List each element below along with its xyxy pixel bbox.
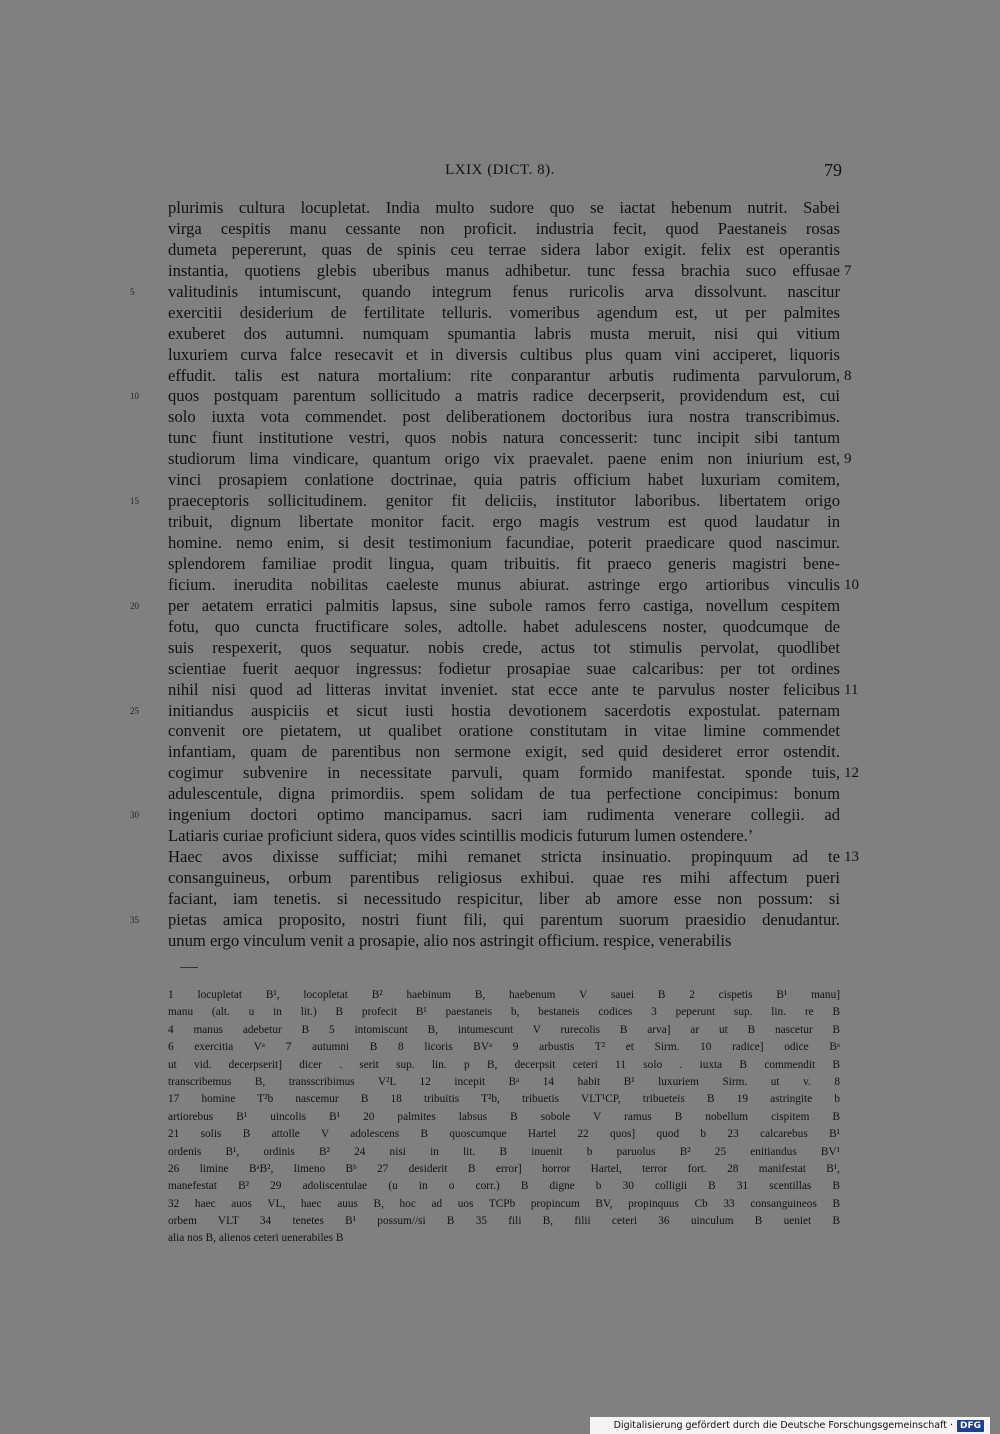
text-line [168,659,840,680]
text-line [168,219,840,240]
text-line [168,470,840,491]
dfg-logo-icon: DFG [957,1420,984,1432]
text-line-content: instantia, quotiens glebis uberibus manus adhibetur. tunc fessa brachia suco effusae [168,260,840,280]
text-line-content: consanguineus, orbum parentibus religiosus exhibui. quae res mihi affectum pueri [168,868,840,887]
text-line [168,847,859,868]
text-line [130,909,840,931]
apparatus-line: alia nos B, alienos ceteri uenerabiles B [168,1232,344,1245]
text-line [168,679,859,701]
apparatus-line: 21 solis B attolle V adolescens B quoscumque Hartel 22 quos] quod b 23 calcarebus B¹ [168,1128,840,1141]
text-line [168,721,840,742]
text-line [130,491,840,512]
section-number: 8 [844,367,852,384]
line-number: 10 [130,391,139,402]
text-line-content: tribuit, dignum libertate monitor facit. ergo magis vestrum est quod laudatur in [168,512,840,532]
text-line-content: quos postquam parentum sollicitudo a matris radice decerpserit, providendum est, cui [168,386,840,406]
text-line-content: adulescentule, digna primordiis. spem solidam de tua perfectione concipimus: bonum [168,784,840,804]
text-line [168,889,840,910]
apparatus-line: manu (alt. u in lit.) B profecit B¹ paestaneis b, bestaneis codices 3 peperunt sup. lin. re B [168,1006,840,1019]
page-number: 79 [824,160,842,180]
text-line-content: ingenium doctori optimo mancipamus. sacri iam rudimenta venerare collegii. ad [168,805,840,825]
section-number: 13 [844,849,859,866]
text-line [168,449,852,470]
text-line [168,574,859,596]
apparatus-line: manefestat B² 29 adoliscentulae (u in o corr.) B digne b 30 colligii B 31 scentillas B [168,1180,840,1193]
apparatus-line: 1 locupletat B¹, locopletat B² haebinum B, haebenum V sauei B 2 cispetis B¹ manu] [168,989,840,1001]
apparatus-line: artiorebus B¹ uincolis B¹ 20 palmites labsus B sobole V ramus B nobellum cispitem B [168,1110,840,1123]
text-line [168,198,840,219]
text-line-content: scientiae fuerit aequor ingressus: fodietur prosapiae suae calcaribus: per tot ordines [168,658,840,678]
text-line-content: per aetatem erratici palmitis lapsus, sine subole ramos ferro castiga, novellum cespitem [168,595,840,615]
critical-apparatus [168,987,840,1248]
text-line [168,638,840,659]
digitization-credit-bar [590,1417,990,1434]
line-number: 35 [130,914,139,925]
text-line [168,260,852,282]
text-line [168,345,840,366]
text-line [168,868,840,889]
text-line [168,763,859,784]
text-line-content: exuberet dos autumni. numquam spumantia labris musta meruit, nisi qui vitium [168,323,840,343]
apparatus-line: transcribemus B, transscribimus V²L 12 incepit Bᵃ 14 habit B¹ luxuriem Sirm. ut v. 8 [168,1075,840,1088]
text-line [130,595,840,617]
text-line [130,700,840,722]
text-line [168,240,840,261]
apparatus-line: 4 manus adebetur B 5 intomiscunt B, intumescunt V rurecolis B arva] ar ut B nascetur B [168,1023,840,1036]
text-line [168,931,840,952]
section-number: 7 [844,262,852,279]
text-line-content: Haec avos dixisse sufficiat; mihi remanet stricta insinuatio. propinquum ad te [168,847,840,867]
text-line-content: initiandus auspiciis et sicut iusti hostia devotionem sacerdotis expostulat. paternam [168,700,840,720]
credit-text: Digitalisierung gefördert durch die Deutsche Forschungsgemeinschaft · [613,1420,953,1431]
line-number: 15 [130,496,139,507]
section-number: 11 [844,681,859,698]
text-line-content: nihil nisi quod ad litteras invitat inveniet. stat ecce ante te parvulus noster felicibus [168,679,840,699]
text-line [168,742,840,763]
text-line-content: faciant, iam tenetis. si necessitudo respicitur, liber ab amore esse non possum: si [168,888,840,908]
text-line-content: convenit ore pietatem, ut qualibet oratione constitutam in vitae limine commendet [168,721,840,741]
line-number: 5 [130,286,135,297]
apparatus-line: ordenis B¹, ordinis B² 24 nisi in lit. B inuenit b paruolus B² 25 enitiandus BV¹ [168,1145,840,1158]
text-line [168,303,840,324]
apparatus-line: orbem VLT 34 tenetes B¹ possum//si B 35 fili B, filii ceteri 36 uinculum B ueniet B [168,1215,840,1228]
text-line-content: solo iuxta vota commendet. post deliberationem doctoribus iura nostra transcribimus. [168,407,840,427]
footnote-separator [180,967,198,968]
section-number: 10 [844,576,859,593]
text-line [168,784,840,805]
text-line-content: luxuriem curva falce resecavit et in diversis cultibus plus quam vini acciperet, liquoris [168,344,840,364]
text-line [168,826,840,847]
text-line [168,407,840,428]
text-line [168,365,852,387]
text-line [168,554,840,575]
running-header: LXIX (DICT. 8). [445,162,555,178]
text-line-content: effudit. talis est natura mortalium: rite conparantur arbutis rudimenta parvulorum, [168,365,840,385]
text-line-content: splendorem familiae prodit lingua, quam tribuitis. fit praeco generis magistri bene- [168,553,840,573]
text-line [168,512,840,533]
apparatus-line: ut vid. decerpserit] dicer . serit sup. lin. p B, decerpsit ceteri 11 solo . iuxta B commendit B [168,1058,840,1071]
text-line-content: Latiaris curiae proficiunt sidera, quos vides scintillis modicis futurum lumen ostendere.’ [168,826,754,846]
line-number: 30 [130,810,139,821]
text-line-content: tunc fiunt institutione vestri, quos nobis natura concesserit: tunc incipit sibi tantum [168,428,840,448]
text-line-content: dumeta pepererunt, quas de spinis ceu terrae sidera labor exigit. felix est operantis [168,239,840,259]
text-line-content: unum ergo vinculum venit a prosapie, alio nos astringit officium. respice, venerabilis [168,930,732,950]
text-line [168,533,840,554]
text-line-content: praeceptoris sollicitudinem. genitor fit deliciis, institutor laboribus. libertatem origo [168,491,840,511]
apparatus-line: 26 limine BᵃB², limeno Bᵇ 27 desiderit B error] horror Hartel, terror fort. 28 manifestat B¹, [168,1162,840,1175]
text-line [130,386,840,407]
text-line [130,805,840,826]
text-line-content: valitudinis intumiscunt, quando integrum fenus ruricolis arva dissolvunt. nascitur [168,281,840,301]
text-line-content: virga cespitis manu cessante non proficit. industria fecit, quod Paestaneis rosas [168,218,840,238]
text-line-content: ficium. inerudita nobilitas caeleste munus abiurat. astringe ergo artioribus vinculis [168,574,840,594]
text-line-content: vinci prosapiem conlatione doctrinae, quia patris officium habet luxuriam comitem, [168,470,840,490]
text-line-content: infantiam, quam de parentibus non sermone exigit, sed quid desideret error ostendit. [168,742,840,762]
text-line-content: homine. nemo enim, si desit testimonium facundiae, poterit praedicare quod nascimur. [168,533,840,552]
main-text-block [130,198,859,952]
apparatus-line: 32 haec auos VL, haec auus B, hoc ad uos TCPb propincum BV, propinquus Cb 33 consanguineos B [168,1197,840,1210]
text-line-content: pietas amica proposito, nostri fiunt fili, qui parentum suorum praesidio denudantur. [168,909,840,929]
line-number: 20 [130,600,139,611]
text-line [168,428,840,449]
text-line-content: studiorum lima vindicare, quantum origo vix praevalet. paene enim non iniurium est, [168,449,840,469]
text-line [168,324,840,345]
text-line-content: suis respexerit, quos sequatur. nobis crede, actus tot stimulis pervolat, quodlibet [168,637,840,657]
text-line-content: cogimur subvenire in necessitate parvuli, quam formido manifestat. sponde tuis, [168,763,840,783]
line-number: 25 [130,705,139,716]
text-line [130,281,840,303]
text-line-content: exercitii desiderium de fertilitate telluris. vomeribus agendum est, ut per palmites [168,302,840,322]
text-line-content: fotu, quo cuncta fructificare soles, adtolle. habet adulescens noster, quodcumque de [168,616,840,636]
text-line-content: plurimis cultura locupletat. India multo sudore quo se iactat hebenum nutrit. Sabei [168,198,840,217]
section-number: 9 [844,451,852,468]
apparatus-line: 6 exercitia Vᵃ 7 autumni B 8 licoris BVᵃ 9 arbustis T² et Sirm. 10 radice] odice Bᵃ [168,1041,840,1054]
text-line [168,617,840,638]
section-number: 12 [844,765,859,782]
apparatus-line: 17 homine T²b nascemur B 18 tribuitis T²b, tribuetis VLT¹CP, tribueteis B 19 astringite b [168,1093,840,1106]
